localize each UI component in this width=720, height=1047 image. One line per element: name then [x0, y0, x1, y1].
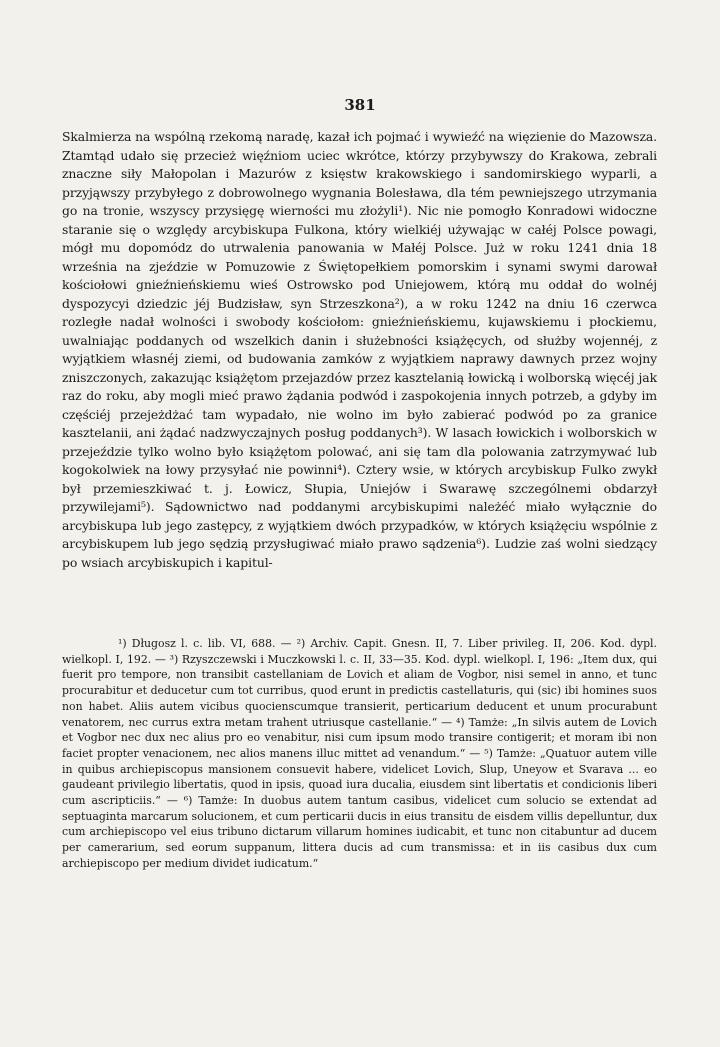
footnotes: [62, 636, 657, 872]
main-text: [62, 128, 657, 572]
footnote-text: ¹) Długosz l. c. lib. VI, 688. — ²) Archiv. Capit. Gnesn. II, 7. Liber privileg. II, 206. Kod. dypl. wielkopl. I, 192. — ³) Rzyszczewski i Muczkowski l. c. II, 33—35. Kod. dypl. wielkopl. I, 196: „Item dux, qui fuerit pro tempore, non transibit castellaniam de Lovich et aliam de Vogbor, nisi semel in anno, et tunc procurabitur et deducetur cum tot curribus, quod erunt in predictis castellaturis, qui (sic) ibi homines suos non habet. Aliis autem vicibus quocienscumque transierit, perticarium deducent et unum procurabunt venatorem, nec currus extra metam trahent utriusque castellanie.“ — ⁴) Tamże: „In silvis autem de Lovich et Vogbor nec dux nec alius pro eo venabitur, nisi cum ipsum modo transire contigerit; et moram ibi non faciet propter venacionem, nec alios manens illuc mittet ad venandum.“ — ⁵) Tamże: „Quatuor autem ville in quibus archiepiscopus mansionem consuevit habere, videlicet Lovich, Slup, Uneyow et Svarava ... eo gaudeant privilegio libertatis, quod in ipsis, quoad iura ducalia, eiusdem sint libertatis et condicionis liberi cum ascripticiis.“ — ⁶) Tamże: In duobus autem tantum casibus, videlicet cum solucio se extendat ad septuaginta marcarum solucionem, et cum perticarii ducis in eius transitu de eisdem villis depelluntur, dux cum archiepiscopo vel eius tribuno dictarum villarum homines iudicabit, et tunc non citabuntur ad ducem per camerarium, sed eorum suppanum, littera ducis ad cum transmissa: et in iis casibus dux cum archiepiscopo per medium dividet iudicatum.“: [62, 637, 657, 870]
page-number: 381: [344, 96, 376, 114]
body-paragraph: Skalmierza na wspólną rzekomą naradę, kazał ich pojmać i wywieźć na więzienie do Mazowsza. Ztamtąd udało się przecież więźniom uciec wkrótce, którzy przybywszy do Krakowa, zebrali znaczne siły Małopolan i Mazurów z księstw krakowskiego i sandomirskiego wyparli, a przyjąwszy przybyłego z dobrowolnego wygnania Bolesława, dla tém pewniejszego utrzymania go na tronie, wszyscy przysięgę wierności mu złożyli¹). Nic nie pomogło Konradowi widoczne staranie się o względy arcybiskupa Fulkona, który wielkiéj używając w całéj Polsce powagi, mógł mu dopomódz do utrwalenia panowania w Małéj Polsce. Już w roku 1241 dnia 18 września na zjeździe w Pomuzowie z Świętopełkiem pomorskim i synami swymi darował kościołowi gnieźnieńskiemu wieś Ostrowsko pod Uniejowem, którą mu oddał do wolnéj dyspozycyi dziedzic jéj Budzisław, syn Strzeszkona²), a w roku 1242 na dniu 16 czerwca rozległe nadał wolności i swobody kościołom: gnieźnieńskiemu, kujawskiemu i płockiemu, uwalniając poddanych od wszelkich danin i służebności książęcych, od służby wojennéj, z wyjątkiem własnéj ziemi, od budowania zamków z wyjątkiem naprawy dawnych przez wojny zniszczonych, zakazując książętom przejazdów przez kasztelanią łowicką i wolborską więcéj jak raz do roku, aby mogli mieć prawo żądania podwód i zaspokojenia innych potrzeb, a gdyby im częściéj przejeżdżać tam wypadało, nie wolno im było zabierać podwód po za granice kasztelanii, ani żądać nadzwyczajnych posług poddanych³). W lasach łowickich i wolborskich w przejeździe tylko wolno było książętom polować, ani się tam dla polowania zatrzymywać lub kogokolwiek na łowy przysyłać nie powinni⁴). Cztery wsie, w których arcybiskup Fulko zwykł był przemieszkiwać t. j. Łowicz, Słupia, Uniejów i Swarawę szczególnemi obdarzył przywilejami⁵). Sądownictwo nad poddanymi arcybiskupimi należéć miało wyłącznie do arcybiskupa lub jego zastępcy, z wyjątkiem dwóch przypadków, w których książęciu wspólnie z arcybiskupem lub jego sędzią przysługiwać miało prawo sądzenia⁶). Ludzie zaś wolni siedzący po wsiach arcybiskupich i kapitul-: [62, 129, 657, 570]
